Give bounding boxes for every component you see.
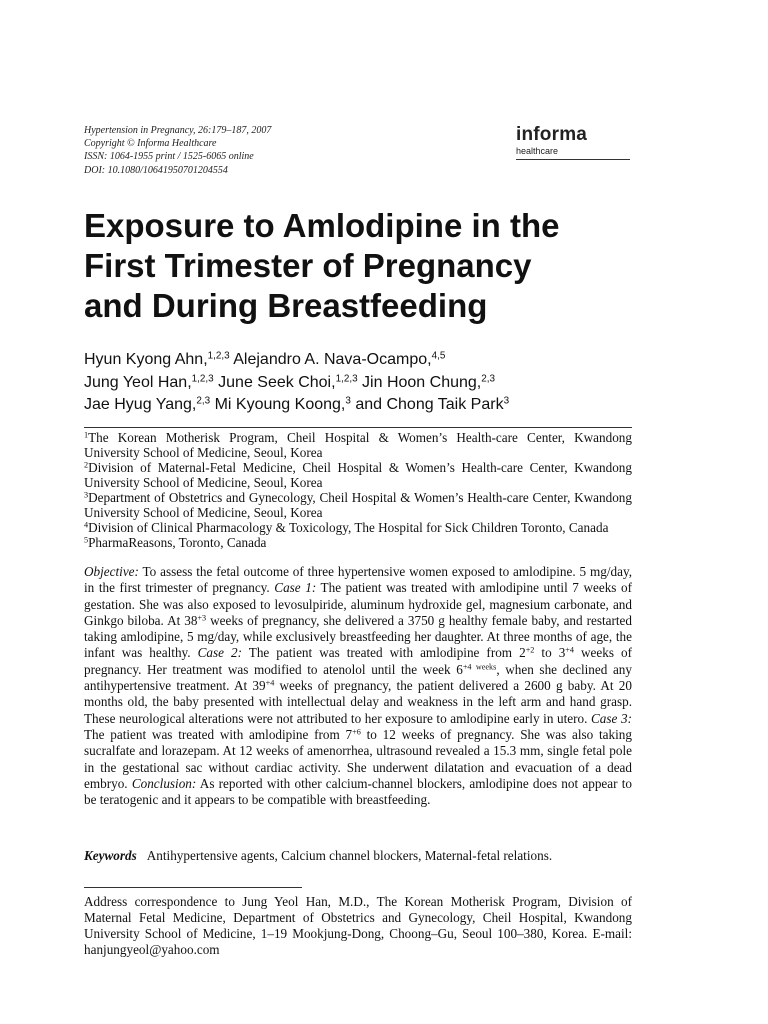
author-affiliation-mark: 4,5 [431, 350, 446, 362]
author-name: and Chong Taik Park [350, 396, 504, 413]
title-line: Exposure to Amlodipine in the [84, 207, 560, 244]
keywords-text: Antihypertensive agents, Calcium channel blockers, Maternal-fetal relations. [146, 848, 553, 863]
case2-superscript: +4 [565, 645, 574, 655]
affiliations [84, 427, 632, 550]
affiliation-text: Division of Clinical Pharmacology & Toxicology, The Hospital for Sick Children Toronto, Canada [88, 520, 609, 535]
affiliation-item [84, 535, 632, 550]
publisher-sub: healthcare [516, 146, 559, 156]
affiliation-item [84, 520, 632, 535]
case2-label: Case 2: [197, 645, 242, 661]
title-line: and During Breastfeeding [84, 287, 488, 324]
case2-superscript: +4 [265, 678, 275, 688]
publisher-brand: informa [516, 124, 588, 145]
case1-label: Case 1: [274, 580, 317, 596]
case3-text: to 12 weeks of pregnancy. She was also taking sucralfate and lorazepam. At 12 weeks of amenorrhea, ultrasound revealed a 15.3 mm, single fetal pole in the gestational sac without cardiac activity. She underwent dilatation and evacuation of a dead embryo. [84, 726, 632, 791]
author-name: Jae Hyug Yang, [84, 396, 197, 413]
author-affiliation-mark: 3 [503, 395, 510, 407]
affiliation-item [84, 430, 632, 460]
case2-text: The patient was treated with amlodipine from 2 [241, 645, 526, 661]
objective-text: To assess the fetal outcome of three hypertensive women exposed to amlodipine. 5 mg/day, in the first trimester of pregnancy. [84, 564, 632, 596]
affiliation-text: Division of Maternal-Fetal Medicine, Cheil Hospital & Women’s Health-care Center, Kwandong University School of Medicine, Seoul, Korea [84, 460, 632, 490]
correspondence-footnote: Address correspondence to Jung Yeol Han, M.D., The Korean Motherisk Program, Division of Maternal Fetal Medicine, Department of Obstetrics and Gynecology, Cheil Hospital, Kwandong University School of Medicine, 1–19 Mookjung-Dong, Choong–Gu, Seoul 100–380, Korea. E-mail: hanjungyeol@yahoo.com [84, 894, 632, 957]
affiliation-text: Department of Obstetrics and Gynecology, Cheil Hospital & Women’s Health-care Center, Kwandong University School of Medicine, Seoul, Korea [84, 490, 632, 520]
journal-doi: DOI: 10.1080/10641950701204554 [84, 164, 228, 176]
author-affiliation-mark: 2,3 [481, 373, 496, 385]
affiliation-number: 3 [84, 490, 89, 500]
author-name: Jin Hoon Chung, [357, 373, 482, 391]
conclusion-label: Conclusion: [131, 775, 197, 791]
author-line [84, 394, 644, 417]
author-name: Alejandro A. Nava-Ocampo, [229, 351, 432, 368]
case1-superscript: +3 [197, 613, 207, 623]
affiliation-number: 1 [84, 430, 89, 440]
case2-text: to 3 [534, 645, 566, 661]
case3-text: The patient was treated with amlodipine from 7 [84, 726, 353, 742]
author-name: Jung Yeol Han, [84, 373, 192, 391]
case2-superscript: +2 [525, 645, 535, 655]
author-line [84, 372, 644, 395]
author-affiliation-mark: 1,2,3 [335, 373, 358, 385]
objective-label: Objective: [84, 564, 139, 579]
abstract [84, 564, 632, 808]
author-name: Mi Kyoung Koong, [210, 396, 346, 413]
publisher-logo [516, 124, 630, 160]
case2-text: weeks of pregnancy. Her treatment was modified to atenolol until the week 6 [84, 645, 632, 677]
journal-copyright: Copyright © Informa Healthcare [84, 138, 217, 150]
affiliation-item [84, 460, 632, 490]
case2-text: , when she declined any antihypertensive treatment. At 39 [84, 661, 632, 694]
affiliation-number: 2 [84, 460, 89, 470]
case3-label: Case 3: [591, 710, 632, 726]
author-list [84, 349, 644, 417]
affiliation-number: 4 [84, 520, 89, 530]
author-name: Hyun Kyong Ahn, [84, 351, 208, 368]
author-name: June Seek Choi, [213, 373, 336, 391]
author-line [84, 349, 644, 372]
keywords [84, 848, 644, 864]
affiliation-text: PharmaReasons, Toronto, Canada [88, 535, 267, 550]
title-line: First Trimester of Pregnancy [84, 247, 532, 284]
affiliation-number: 5 [84, 535, 89, 545]
case1-text: The patient was treated with amlodipine until 7 weeks of gestation. She was also exposed to levosulpiride, aluminum hydroxide gel, magnesium carbonate, and Ginkgo biloba. At 38 [84, 580, 632, 628]
author-affiliation-mark: 1,2,3 [207, 350, 230, 362]
journal-issn: ISSN: 1064-1955 print / 1525-6065 online [84, 151, 254, 163]
affiliation-text: The Korean Motherisk Program, Cheil Hospital & Women’s Health-care Center, Kwandong University School of Medicine, Seoul, Korea [84, 430, 632, 460]
journal-citation: Hypertension in Pregnancy, 26:179–187, 2007 [84, 125, 272, 136]
author-affiliation-mark: 1,2,3 [191, 373, 214, 385]
case2-superscript: +4 weeks [462, 662, 497, 672]
case2-text: weeks of pregnancy, the patient delivered a 2600 g baby. At 20 months old, the baby presented with intellectual delay and weakness in the left arm and hand grasp. These neurological alterations were not attributed to her exposure to amlodipine early in utero. [84, 678, 632, 726]
case1-text: weeks of pregnancy, she delivered a 3750 g healthy female baby, and restarted taking amlodipine, 5 mg/day, while exclusively breastfeeding her daughter. At three months of age, the infant was healthy. [84, 612, 633, 661]
article-title [84, 206, 644, 326]
author-affiliation-mark: 3 [345, 395, 351, 407]
publisher-rule [516, 159, 630, 160]
journal-citation-block [84, 124, 404, 177]
keywords-label: Keywords [84, 848, 137, 863]
author-affiliation-mark: 2,3 [196, 395, 211, 407]
conclusion-text: As reported with other calcium-channel blockers, amlodipine does not appear to be teratogenic and it appears to be compatible with breastfeeding. [84, 775, 632, 808]
affiliation-item [84, 490, 632, 520]
case3-superscript: +6 [352, 727, 361, 737]
footnote-rule [84, 887, 302, 888]
